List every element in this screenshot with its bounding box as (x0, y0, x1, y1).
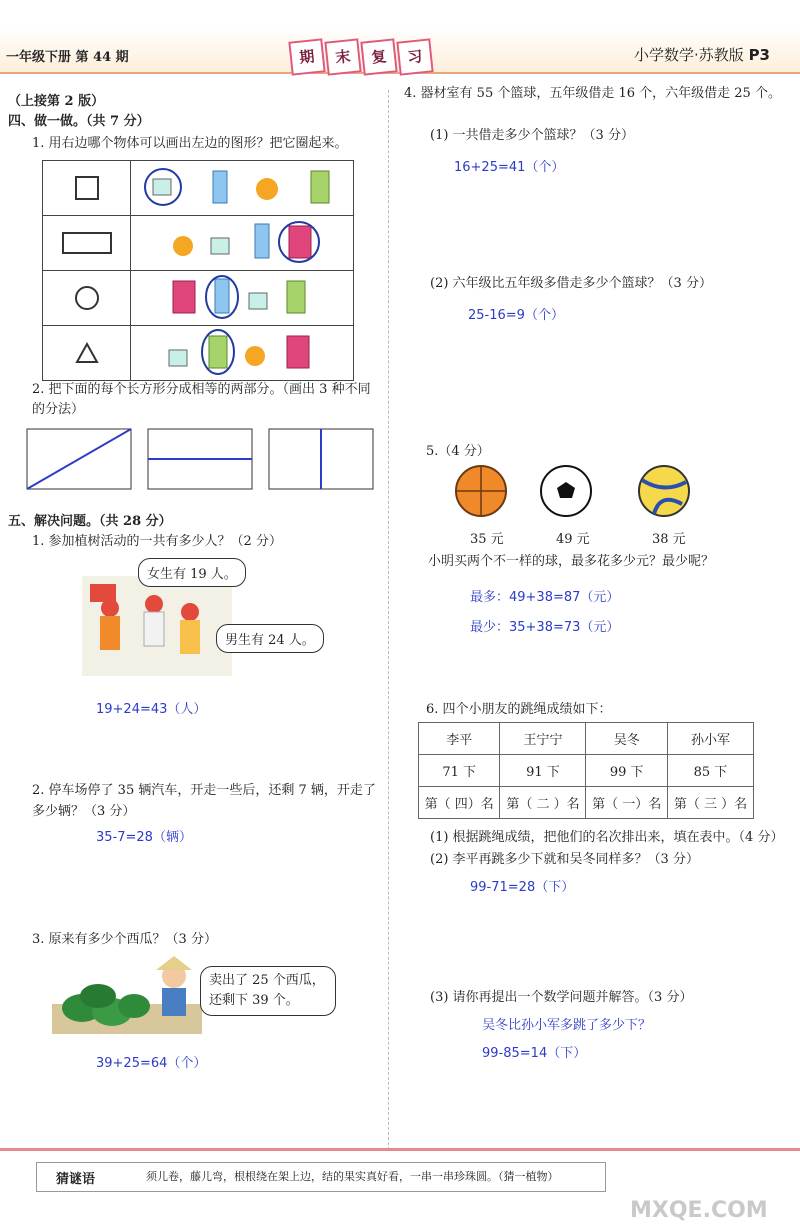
jump-rope-table (418, 722, 754, 819)
watermelon-illustration (52, 956, 202, 1036)
score-cell: 85 下 (667, 755, 753, 787)
rectangles-divided (26, 428, 376, 492)
q4-a1: 16+25=41（个） (454, 160, 565, 175)
price-volleyball: 38 元 (652, 532, 686, 547)
speech-bubble-boys: 男生有 24 人。 (216, 624, 324, 653)
title-tile-2: 末 (324, 38, 361, 75)
s5-q3-text: 3. 原来有多少个西瓜？（3 分） (32, 932, 217, 947)
objects-triangle-row (131, 326, 353, 376)
price-soccer: 49 元 (556, 532, 590, 547)
q6-a2: 99-71=28（下） (470, 880, 575, 895)
q5-text: 5.（4 分） (426, 444, 490, 459)
rank-cell: 第（ 三 ）名 (667, 787, 753, 819)
q5-min: 最少：35+38=73（元） (470, 620, 620, 635)
q6-a3-question: 吴冬比孙小军多跳了多少下？ (482, 1018, 652, 1033)
name-cell: 李平 (419, 723, 500, 755)
score-cell: 71 下 (419, 755, 500, 787)
watermark: MXQE.COM (630, 1198, 768, 1223)
column-divider (388, 90, 389, 1150)
objects-row-4 (131, 326, 354, 381)
s5-q1-answer: 19+24=43（人） (96, 702, 207, 717)
q4-a2: 25-16=9（个） (468, 308, 564, 323)
s5-q1-text: 1. 参加植树活动的一共有多少人？（2 分） (32, 534, 282, 549)
riddle-label: 猜谜语 (56, 1172, 96, 1187)
shape-table (42, 160, 354, 381)
objects-rectangle-row (131, 216, 353, 266)
objects-row-2 (131, 216, 354, 271)
speech-bubble-girls: 女生有 19 人。 (138, 558, 246, 587)
speech-bubble-seller: 卖出了 25 个西瓜，还剩下 39 个。 (200, 966, 336, 1016)
q4-s1: (1) 一共借走多少个篮球？（3 分） (430, 128, 634, 143)
name-cell: 王宁宁 (500, 723, 586, 755)
score-cell: 99 下 (586, 755, 667, 787)
header-issue: 一年级下册 第 44 期 (6, 50, 129, 65)
q6-s3: (3) 请你再提出一个数学问题并解答。（3 分） (430, 990, 693, 1005)
objects-row-1 (131, 161, 354, 216)
s5-q3-answer: 39+25=64（个） (96, 1056, 207, 1071)
section5-title: 五、解决问题。（共 28 分） (8, 514, 172, 529)
q4-text: 4. 器材室有 55 个篮球，五年级借走 16 个，六年级借走 25 个。 (404, 86, 781, 101)
header-subject: 小学数学·苏教版 P3 (634, 46, 770, 64)
score-cell: 91 下 (500, 755, 586, 787)
title-tile-3: 复 (360, 38, 397, 75)
s5-q2-answer: 35-7=28（辆） (96, 830, 192, 845)
section4-title: 四、做一做。（共 7 分） (8, 114, 150, 129)
title-tile-4: 习 (396, 38, 433, 75)
rank-cell: 第（ 四）名 (419, 787, 500, 819)
s4-q2-text: 2. 把下面的每个长方形分成相等的两部分。（画出 3 种不同的分法） (32, 382, 371, 417)
q5-question: 小明买两个不一样的球，最多花多少元？最少呢？ (428, 554, 715, 569)
title-tile-1: 期 (288, 38, 325, 75)
q6-s1: (1) 根据跳绳成绩，把他们的名次排出来，填在表中。（4 分） (430, 830, 784, 845)
volleyball-icon (639, 466, 689, 516)
q6-a3: 99-85=14（下） (482, 1046, 587, 1061)
name-cell: 孙小军 (667, 723, 753, 755)
objects-circle-row (131, 271, 353, 321)
q4-s2: (2) 六年级比五年级多借走多少个篮球？（3 分） (430, 276, 712, 291)
objects-square-row (131, 161, 353, 211)
balls (454, 464, 694, 520)
rank-cell: 第（ 一）名 (586, 787, 667, 819)
triangle-shape (75, 342, 99, 364)
q6-s2: (2) 李平再跳多少下就和吴冬同样多？（3 分） (430, 852, 699, 867)
s5-q2-text: 2. 停车场停了 35 辆汽车，开走一些后，还剩 7 辆，开走了多少辆？（3 分） (32, 783, 376, 819)
q5-max: 最多：49+38=87（元） (470, 590, 620, 605)
q6-text: 6. 四个小朋友的跳绳成绩如下： (426, 702, 612, 717)
rank-cell: 第（ 二 ）名 (500, 787, 586, 819)
page-number: P3 (748, 46, 770, 64)
price-basketball: 35 元 (470, 532, 504, 547)
s4-q1-text: 1. 用右边哪个物体可以画出左边的图形？把它圈起来。 (32, 136, 348, 151)
riddle-text: 须儿卷，藤儿弯，根根绕在架上边，结的果实真好看，一串一串珍珠圆。（猜一植物） (146, 1170, 559, 1183)
continue-note: （上接第 2 版） (8, 94, 105, 109)
name-cell: 吴冬 (586, 723, 667, 755)
objects-row-3 (131, 271, 354, 326)
